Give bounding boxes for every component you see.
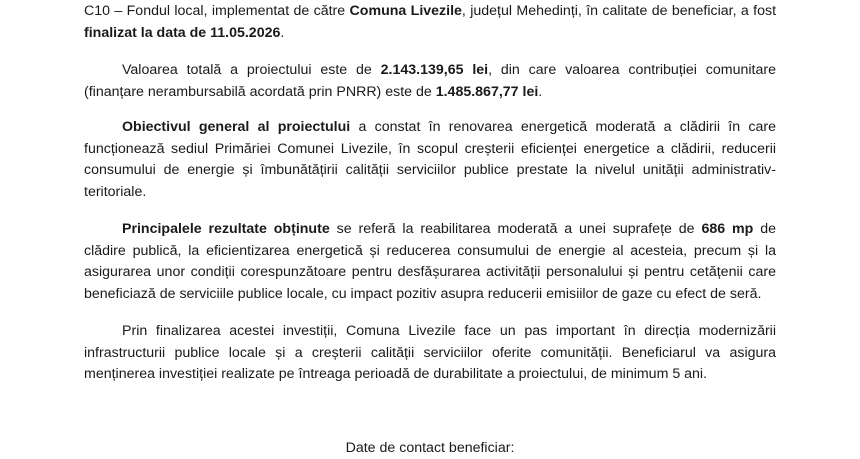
text-run: Prin finalizarea acestei investiții, Comuna Livezile face un pas important în direcția modernizării infrastructurii publice locale și a creșterii calității serviciilor oferite comunității. Beneficiarul va asigura menținerea investiției realizate pe întreaga perioadă de durabilitate a proiectului, de minimum 5 ani. [84, 323, 776, 382]
bold-text-run: Obiectivul general al proiectului [122, 119, 351, 135]
text-run: , din care valoarea contribuției comunitare (finanțare nerambursabilă acordată prin PNRR) este de [84, 62, 776, 100]
text-run: de clădire publică, la eficientizarea energetică și reducerea consumului de energie al acesteia, precum și la asigurarea unor condiții corespunzătoare pentru desfășurarea activității personalului și pentru cetățenii care beneficiază de serviciile publice locale, cu impact pozitiv asupra reducerii emisiilor de gaze cu efect de seră. [84, 221, 776, 302]
paragraph-general-objective [84, 117, 776, 203]
paragraph-project-value [84, 60, 776, 103]
bold-text-run: finalizat la data de 11.05.2026 [84, 24, 281, 41]
bold-text-run: Principalele rezultate obținute [122, 221, 330, 237]
text-run: a constat în renovarea energetică moderată a clădirii în care funcționează sediul Primăriei Comunei Livezile, în scopul creșterii eficienței energetice a clădirii, reducerii consumului de energie și îmbunătățirii calității serviciilor publice prestate la nivelul unității administrativ-teritoriale. [84, 119, 776, 200]
bold-text-run: 686 mp [701, 221, 754, 237]
bold-text-run: 1.485.867,77 lei [435, 83, 539, 100]
contact-heading: Date de contact beneficiar: [345, 440, 515, 456]
bold-text-run: Comuna Livezile [349, 3, 462, 19]
text-run: . [538, 83, 543, 100]
text-run: , județul Mehedinți, în calitate de beneficiar, a fost [461, 3, 777, 19]
paragraph-completion [84, 1, 776, 44]
text-run: se referă la reabilitarea moderată a unei suprafețe de [329, 221, 702, 237]
text-run: Valoarea totală a proiectului este de [122, 62, 381, 78]
paragraph-conclusion [84, 321, 776, 386]
text-run: . [280, 24, 285, 41]
bold-text-run: 2.143.139,65 lei [380, 62, 489, 78]
paragraph-results [84, 219, 776, 305]
text-run: C10 – Fondul local, implementat de către [84, 3, 350, 19]
